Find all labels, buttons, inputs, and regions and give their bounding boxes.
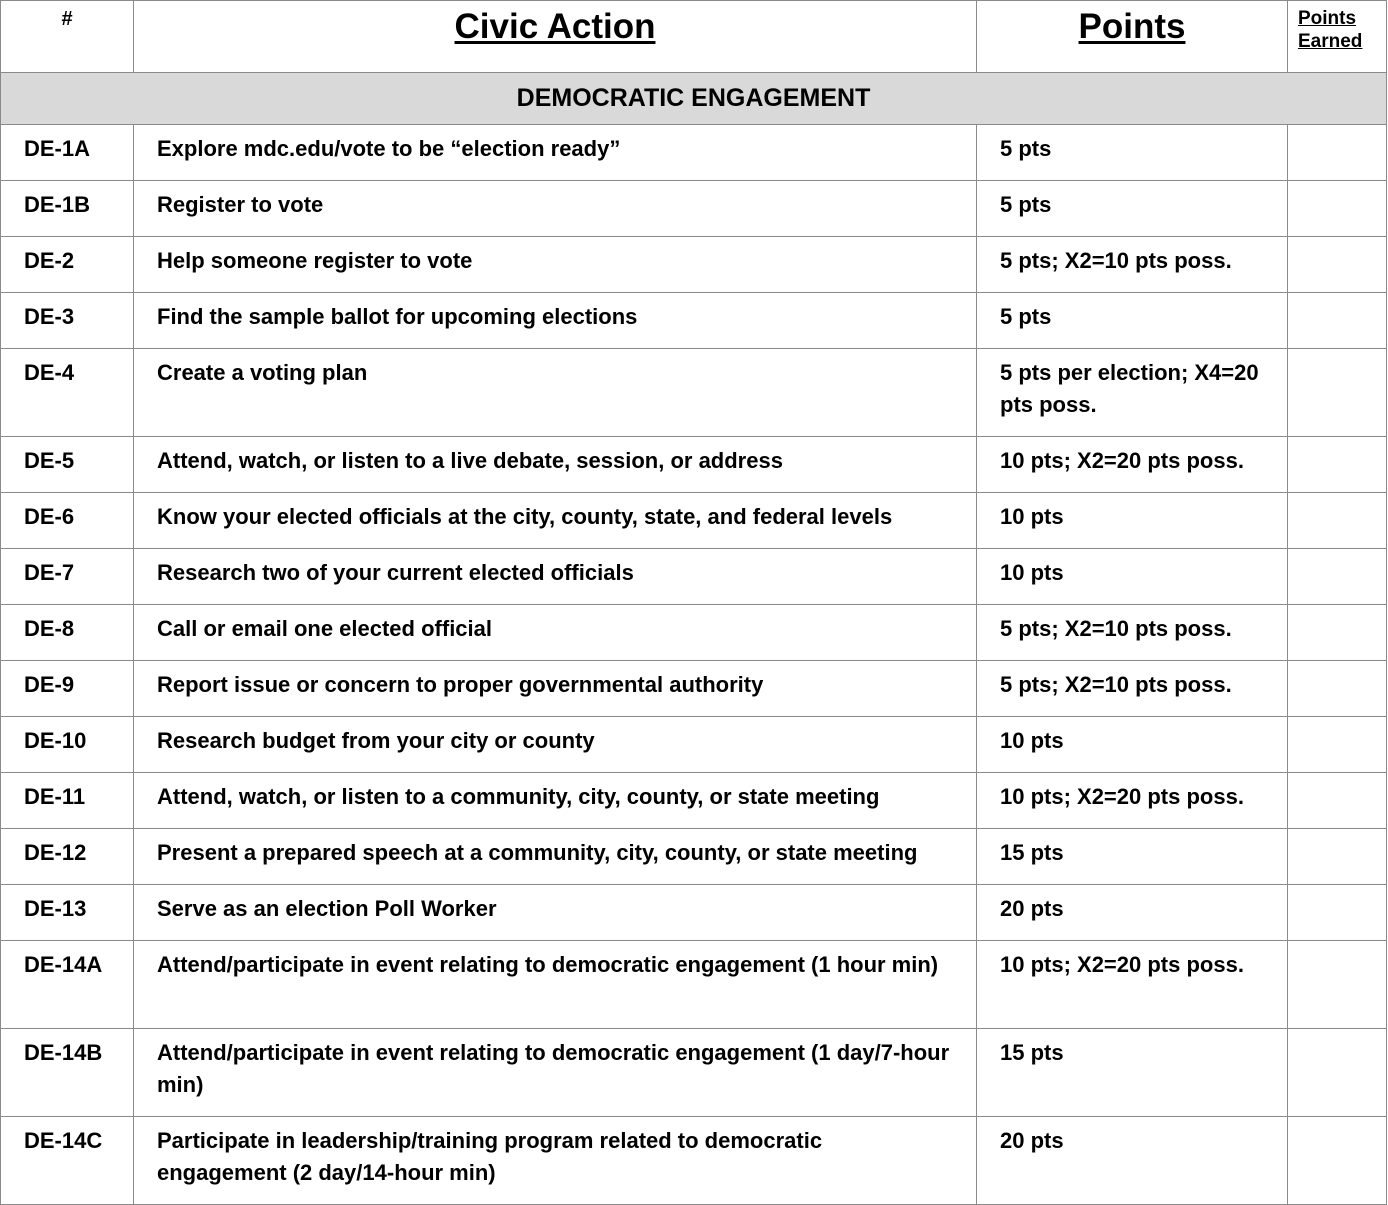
row-points: 20 pts xyxy=(977,885,1288,941)
points-earned-cell[interactable] xyxy=(1288,125,1387,181)
table-row xyxy=(1,829,1387,885)
row-id: DE-12 xyxy=(1,829,134,885)
row-id: DE-4 xyxy=(1,349,134,437)
row-id: DE-1B xyxy=(1,181,134,237)
points-earned-cell[interactable] xyxy=(1288,493,1387,549)
row-action: Attend, watch, or listen to a community, city, county, or state meeting xyxy=(134,773,977,829)
row-points: 10 pts xyxy=(977,493,1288,549)
row-id: DE-8 xyxy=(1,605,134,661)
table-row xyxy=(1,237,1387,293)
table-row xyxy=(1,125,1387,181)
row-action: Research two of your current elected officials xyxy=(134,549,977,605)
header-row xyxy=(1,1,1387,73)
row-points: 5 pts; X2=10 pts poss. xyxy=(977,237,1288,293)
points-earned-cell[interactable] xyxy=(1288,1029,1387,1117)
row-action: Attend/participate in event relating to democratic engagement (1 day/7-hour min) xyxy=(134,1029,977,1117)
row-action: Know your elected officials at the city, county, state, and federal levels xyxy=(134,493,977,549)
row-id: DE-5 xyxy=(1,437,134,493)
row-action: Report issue or concern to proper governmental authority xyxy=(134,661,977,717)
table-row xyxy=(1,181,1387,237)
points-earned-cell[interactable] xyxy=(1288,549,1387,605)
table-row xyxy=(1,941,1387,1029)
row-points: 10 pts; X2=20 pts poss. xyxy=(977,773,1288,829)
table-row xyxy=(1,605,1387,661)
row-id: DE-3 xyxy=(1,293,134,349)
points-earned-cell[interactable] xyxy=(1288,829,1387,885)
points-earned-cell[interactable] xyxy=(1288,605,1387,661)
row-id: DE-9 xyxy=(1,661,134,717)
row-action: Serve as an election Poll Worker xyxy=(134,885,977,941)
table-row xyxy=(1,1029,1387,1117)
row-points: 15 pts xyxy=(977,829,1288,885)
header-id: # xyxy=(1,1,134,73)
row-points: 10 pts; X2=20 pts poss. xyxy=(977,437,1288,493)
row-id: DE-2 xyxy=(1,237,134,293)
row-points: 10 pts; X2=20 pts poss. xyxy=(977,941,1288,1029)
table-row xyxy=(1,437,1387,493)
row-action: Create a voting plan xyxy=(134,349,977,437)
row-action: Help someone register to vote xyxy=(134,237,977,293)
row-points: 5 pts per election; X4=20 pts poss. xyxy=(977,349,1288,437)
points-earned-cell[interactable] xyxy=(1288,181,1387,237)
table-row xyxy=(1,885,1387,941)
points-earned-cell[interactable] xyxy=(1288,717,1387,773)
header-civic-action: Civic Action xyxy=(134,1,977,73)
row-points: 15 pts xyxy=(977,1029,1288,1117)
points-earned-cell[interactable] xyxy=(1288,437,1387,493)
points-earned-cell[interactable] xyxy=(1288,293,1387,349)
row-points: 5 pts; X2=10 pts poss. xyxy=(977,661,1288,717)
row-id: DE-13 xyxy=(1,885,134,941)
table-row xyxy=(1,293,1387,349)
row-id: DE-11 xyxy=(1,773,134,829)
row-id: DE-6 xyxy=(1,493,134,549)
row-points: 5 pts xyxy=(977,125,1288,181)
row-points: 10 pts xyxy=(977,717,1288,773)
points-earned-cell[interactable] xyxy=(1288,349,1387,437)
points-earned-cell[interactable] xyxy=(1288,237,1387,293)
points-earned-cell[interactable] xyxy=(1288,885,1387,941)
row-action: Explore mdc.edu/vote to be “election ready” xyxy=(134,125,977,181)
header-points-earned: Points Earned xyxy=(1288,1,1387,73)
points-earned-cell[interactable] xyxy=(1288,941,1387,1029)
table-row xyxy=(1,773,1387,829)
points-earned-cell[interactable] xyxy=(1288,661,1387,717)
row-id: DE-14A xyxy=(1,941,134,1029)
row-points: 5 pts xyxy=(977,181,1288,237)
row-id: DE-10 xyxy=(1,717,134,773)
table-row xyxy=(1,493,1387,549)
row-action: Register to vote xyxy=(134,181,977,237)
row-action: Attend/participate in event relating to democratic engagement (1 hour min) xyxy=(134,941,977,1029)
row-id: DE-14C xyxy=(1,1117,134,1205)
section-title: DEMOCRATIC ENGAGEMENT xyxy=(1,73,1387,125)
row-id: DE-7 xyxy=(1,549,134,605)
row-points: 5 pts; X2=10 pts poss. xyxy=(977,605,1288,661)
points-earned-cell[interactable] xyxy=(1288,1117,1387,1205)
header-points: Points xyxy=(977,1,1288,73)
table-row xyxy=(1,549,1387,605)
table-row xyxy=(1,717,1387,773)
row-action: Attend, watch, or listen to a live debate, session, or address xyxy=(134,437,977,493)
row-id: DE-1A xyxy=(1,125,134,181)
points-earned-cell[interactable] xyxy=(1288,773,1387,829)
table-row xyxy=(1,661,1387,717)
row-id: DE-14B xyxy=(1,1029,134,1117)
row-points: 10 pts xyxy=(977,549,1288,605)
row-action: Present a prepared speech at a community, city, county, or state meeting xyxy=(134,829,977,885)
row-action: Find the sample ballot for upcoming elections xyxy=(134,293,977,349)
table-row xyxy=(1,349,1387,437)
row-action: Research budget from your city or county xyxy=(134,717,977,773)
row-points: 20 pts xyxy=(977,1117,1288,1205)
row-action: Call or email one elected official xyxy=(134,605,977,661)
section-row xyxy=(1,73,1387,125)
table-row xyxy=(1,1117,1387,1205)
row-action: Participate in leadership/training program related to democratic engagement (2 day/14-hour min) xyxy=(134,1117,977,1205)
row-points: 5 pts xyxy=(977,293,1288,349)
